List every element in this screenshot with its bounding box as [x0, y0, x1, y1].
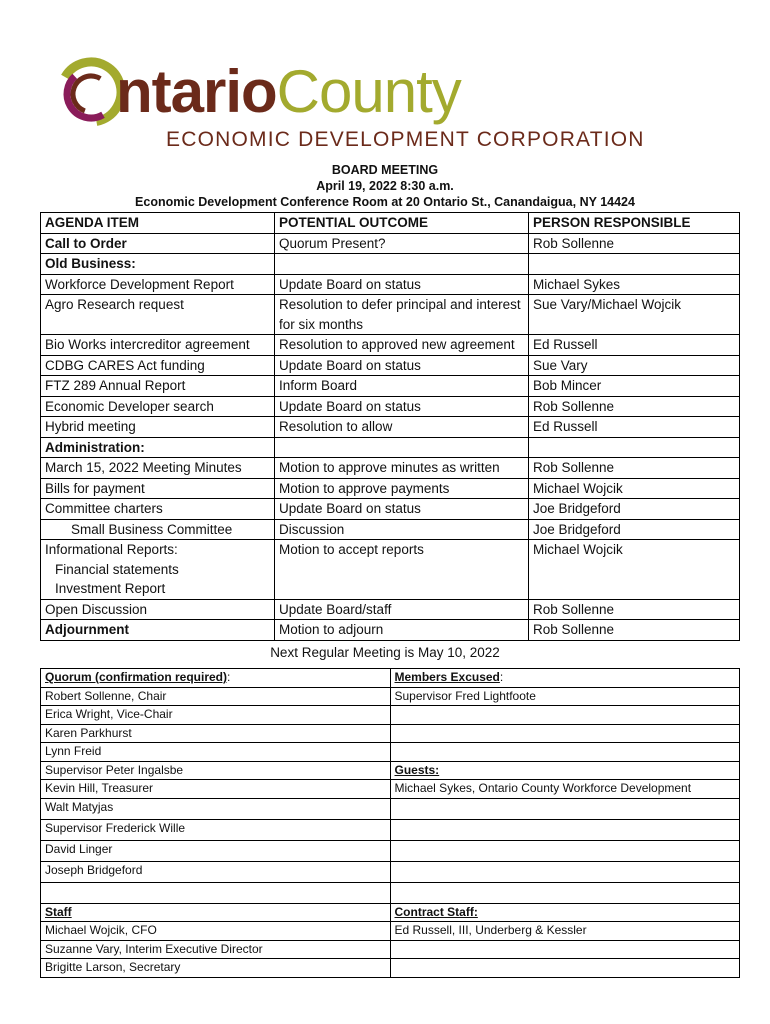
agenda-item: FTZ 289 Annual Report [41, 376, 275, 397]
guests-heading: Guests: [390, 761, 740, 780]
agenda-item: Open Discussion [41, 599, 275, 620]
empty-cell [390, 724, 740, 743]
table-row [41, 706, 740, 725]
agenda-item: Call to Order [41, 233, 275, 254]
agenda-person: Michael Wojcik [529, 478, 740, 499]
agenda-outcome: Motion to approve minutes as written [275, 458, 529, 479]
table-row [41, 254, 740, 275]
agenda-outcome: Discussion [275, 519, 529, 540]
agenda-person: Michael Sykes [529, 274, 740, 295]
meeting-location: Economic Development Conference Room at 20 Ontario St., Canandaigua, NY 14424 [135, 195, 635, 209]
agenda-outcome: Update Board on status [275, 396, 529, 417]
table-row [41, 519, 740, 540]
agenda-header-row [41, 213, 740, 234]
agenda-outcome: Motion to adjourn [275, 620, 529, 641]
member-name: Lynn Freid [41, 743, 391, 762]
member-name: Walt Matyjas [41, 798, 391, 819]
table-row [41, 882, 740, 903]
table-row [41, 761, 740, 780]
table-row [41, 669, 740, 688]
agenda-header-person: PERSON RESPONSIBLE [529, 213, 740, 234]
agenda-outcome: Update Board on status [275, 355, 529, 376]
empty-cell [390, 819, 740, 840]
contract-staff-heading: Contract Staff: [390, 903, 740, 922]
agenda-item [41, 540, 275, 600]
agenda-person: Sue Vary [529, 355, 740, 376]
member-name: Robert Sollenne, Chair [41, 687, 391, 706]
table-row [41, 743, 740, 762]
agenda-outcome: Resolution to defer principal and interest for six months [275, 295, 529, 335]
agenda-person: Rob Sollenne [529, 396, 740, 417]
member-name: Joseph Bridgeford [41, 861, 391, 882]
table-row [41, 903, 740, 922]
table-row [41, 599, 740, 620]
agenda-item: Economic Developer search [41, 396, 275, 417]
excused-heading: Members Excused [394, 670, 500, 684]
empty-cell [41, 882, 391, 903]
agenda-person: Bob Mincer [529, 376, 740, 397]
agenda-header-outcome: POTENTIAL OUTCOME [275, 213, 529, 234]
agenda-person [529, 437, 740, 458]
agenda-person: Joe Bridgeford [529, 519, 740, 540]
quorum-heading: Quorum (confirmation required) [45, 670, 228, 684]
member-name: Erica Wright, Vice-Chair [41, 706, 391, 725]
agenda-section-old-business: Old Business: [41, 254, 275, 275]
agenda-outcome [275, 437, 529, 458]
agenda-person: Rob Sollenne [529, 620, 740, 641]
agenda-outcome: Update Board/staff [275, 599, 529, 620]
table-row [41, 499, 740, 520]
logo-subtitle: ECONOMIC DEVELOPMENT CORPORATION [166, 128, 645, 151]
agenda-item: March 15, 2022 Meeting Minutes [41, 458, 275, 479]
ontario-county-logo [58, 54, 658, 154]
agenda-outcome: Resolution to allow [275, 417, 529, 438]
table-row [41, 940, 740, 959]
staff-name: Suzanne Vary, Interim Executive Director [41, 940, 391, 959]
meeting-title: BOARD MEETING [331, 163, 439, 177]
excused-member: Supervisor Fred Lightfoote [390, 687, 740, 706]
roster-table [40, 668, 740, 978]
agenda-item: CDBG CARES Act funding [41, 355, 275, 376]
table-row [41, 959, 740, 978]
agenda-person: Ed Russell [529, 417, 740, 438]
empty-cell [390, 861, 740, 882]
table-row [41, 478, 740, 499]
meeting-datetime: April 19, 2022 8:30 a.m. [316, 179, 454, 193]
table-row [41, 687, 740, 706]
empty-cell [390, 798, 740, 819]
member-name: Karen Parkhurst [41, 724, 391, 743]
member-name: Supervisor Frederick Wille [41, 819, 391, 840]
agenda-outcome: Update Board on status [275, 274, 529, 295]
contract-staff-name: Ed Russell, III, Underberg & Kessler [390, 922, 740, 941]
agenda-item-label: Informational Reports: [45, 542, 178, 557]
quorum-heading-cell [41, 669, 391, 688]
excused-heading-colon: : [499, 670, 504, 684]
member-name: Kevin Hill, Treasurer [41, 780, 391, 799]
agenda-outcome [275, 254, 529, 275]
table-row [41, 355, 740, 376]
agenda-person: Michael Wojcik [529, 540, 740, 600]
table-row [41, 233, 740, 254]
staff-name: Michael Wojcik, CFO [41, 922, 391, 941]
logo-wordmark [116, 60, 461, 124]
agenda-outcome: Quorum Present? [275, 233, 529, 254]
meeting-header [0, 162, 770, 210]
table-row [41, 335, 740, 356]
quorum-heading-colon: : [227, 670, 231, 684]
table-row [41, 437, 740, 458]
table-row [41, 861, 740, 882]
agenda-item: Committee charters [41, 499, 275, 520]
table-row [41, 274, 740, 295]
empty-cell [390, 940, 740, 959]
agenda-person: Rob Sollenne [529, 458, 740, 479]
empty-cell [390, 706, 740, 725]
member-name: Supervisor Peter Ingalsbe [41, 761, 391, 780]
member-name: David Linger [41, 840, 391, 861]
agenda-subitem: Financial statements [55, 561, 179, 577]
agenda-subitem: Investment Report [55, 581, 166, 596]
agenda-person: Ed Russell [529, 335, 740, 356]
table-row [41, 376, 740, 397]
agenda-item: Bio Works intercreditor agreement [41, 335, 275, 356]
agenda-person: Joe Bridgeford [529, 499, 740, 520]
agenda-item: Bills for payment [41, 478, 275, 499]
agenda-item: Hybrid meeting [41, 417, 275, 438]
table-row [41, 458, 740, 479]
agenda-outcome: Update Board on status [275, 499, 529, 520]
agenda-outcome: Inform Board [275, 376, 529, 397]
agenda-header-item: AGENDA ITEM [41, 213, 275, 234]
table-row [41, 780, 740, 799]
empty-cell [390, 882, 740, 903]
table-row [41, 922, 740, 941]
agenda-item: Workforce Development Report [41, 274, 275, 295]
agenda-outcome: Motion to accept reports [275, 540, 529, 600]
agenda-outcome: Motion to approve payments [275, 478, 529, 499]
table-row [41, 798, 740, 819]
excused-heading-cell [390, 669, 740, 688]
agenda-item: Adjournment [41, 620, 275, 641]
agenda-person: Sue Vary/Michael Wojcik [529, 295, 740, 335]
agenda-section-administration: Administration: [41, 437, 275, 458]
table-row [41, 417, 740, 438]
empty-cell [390, 840, 740, 861]
table-row [41, 396, 740, 417]
table-row [41, 620, 740, 641]
logo-county: County [276, 58, 461, 125]
agenda-table [40, 212, 740, 641]
staff-heading: Staff [41, 903, 391, 922]
agenda-outcome: Resolution to approved new agreement [275, 335, 529, 356]
agenda-person: Rob Sollenne [529, 233, 740, 254]
next-meeting-note: Next Regular Meeting is May 10, 2022 [270, 645, 500, 660]
staff-name: Brigitte Larson, Secretary [41, 959, 391, 978]
agenda-item: Small Business Committee [41, 519, 275, 540]
agenda-person: Rob Sollenne [529, 599, 740, 620]
empty-cell [390, 743, 740, 762]
table-row [41, 295, 740, 335]
guest-name: Michael Sykes, Ontario County Workforce Development [390, 780, 740, 799]
table-row [41, 840, 740, 861]
agenda-item: Agro Research request [41, 295, 275, 335]
agenda-person [529, 254, 740, 275]
logo-ntario: ntario [116, 58, 277, 125]
table-row [41, 724, 740, 743]
table-row [41, 540, 740, 600]
table-row [41, 819, 740, 840]
empty-cell [390, 959, 740, 978]
